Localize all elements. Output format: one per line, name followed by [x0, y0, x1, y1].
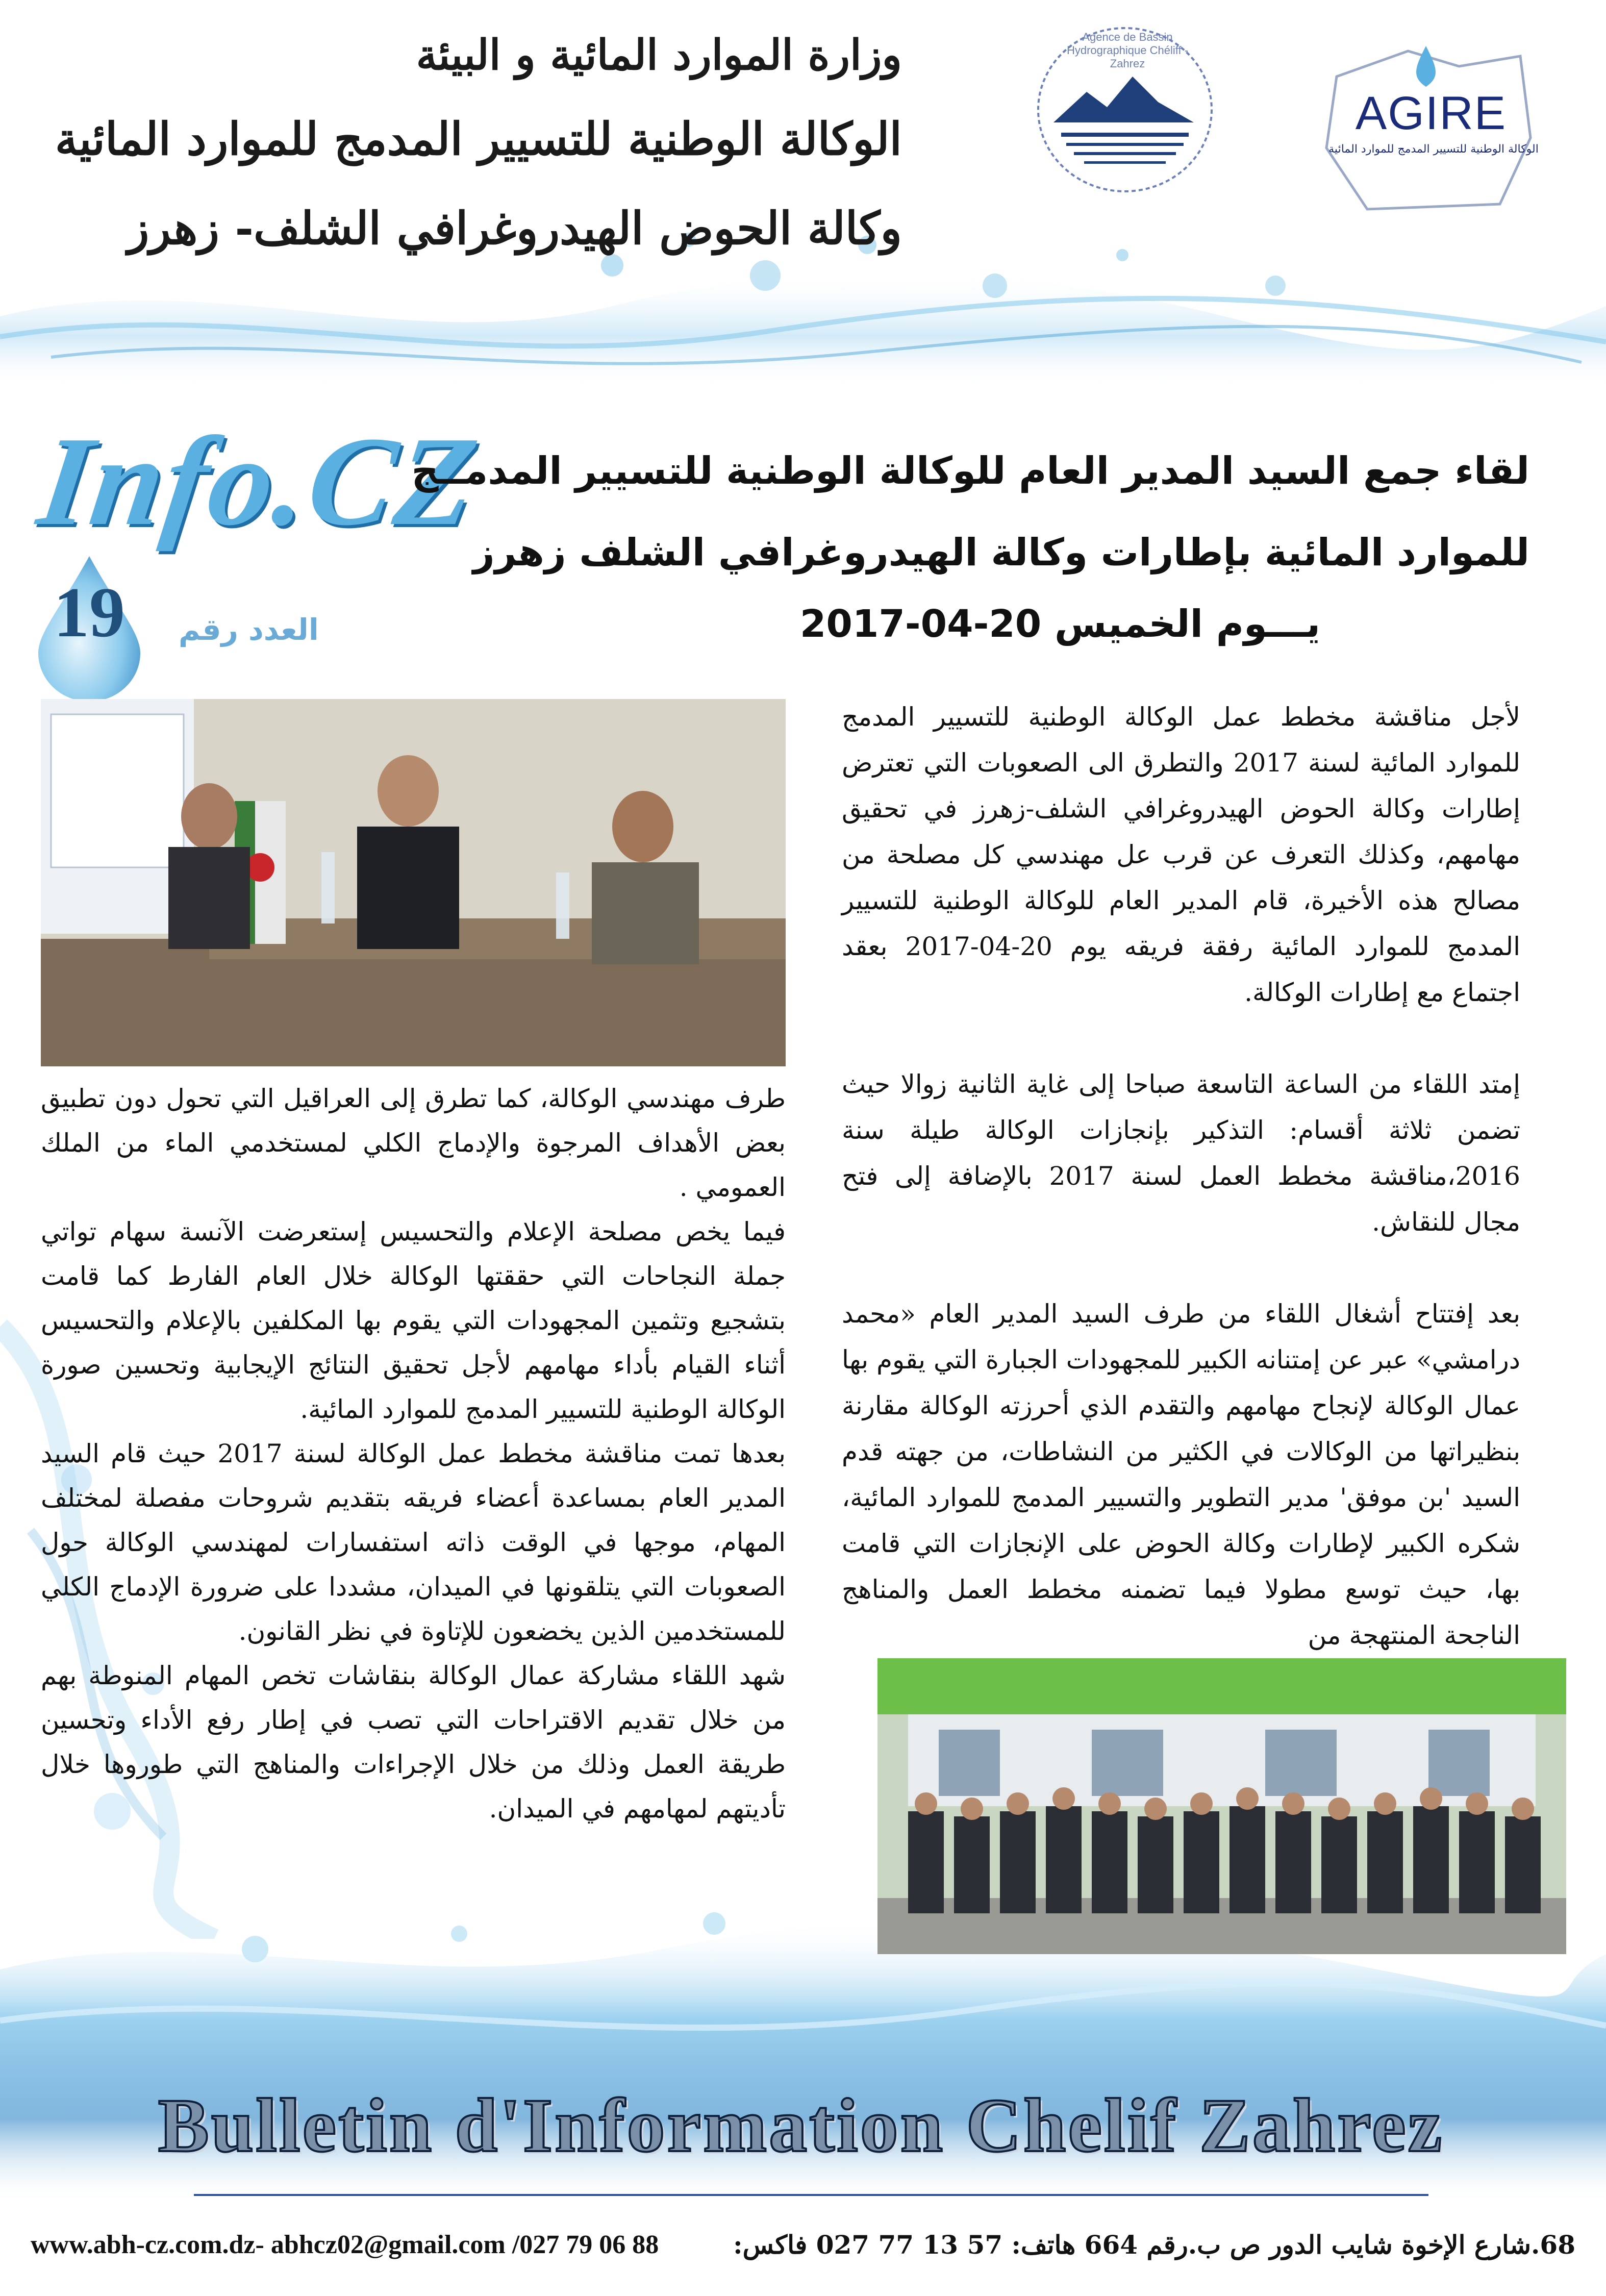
- footer-contact[interactable]: www.abh-cz.com.dz- abhcz02@gmail.com /027 79 06 88: [31, 2230, 659, 2259]
- article-paragraph: لأجل مناقشة مخطط عمل الوكالة الوطنية للتسيير المدمج للموارد المائية لسنة 2017 والتطرق الى الصعوبات التي تعترض إطارات وكالة الحوض الهيدروغرافي الشلف-زهرز في تحقيق مهامهم، وكذلك التعرف عن قرب عل مهندسي كل مصلحة من مصالح هذه الأخيرة، قام المدير العام للوكالة الوطنية للتسيير المدمج للموارد المائية رفقة فريقه يوم 20-04-2017 بعقد اجتماع مع إطارات الوكالة.: [842, 702, 1520, 1007]
- ministry-title: وزارة الموارد المائية و البيئة: [416, 31, 902, 80]
- article-paragraph: بعد إفتتاح أشغال اللقاء من طرف السيد المدير العام «محمد درامشي» عبر عن إمتنانه الكبير للمجهودات الجبارة التي يقوم بها عمال الوكالة لإنجاح مهامهم والتقدم الذي أحرزته الوكالة مقارنة بنظيراتها من الوكالات في الكثير من النشاطات، من جهته قدم السيد 'بن موفق' مدير التطوير والتسيير المدمج للموارد المائية، شكره الكبير لإطارات وكالة الحوض على الإنجازات التي قامت بها، حيث توسع مطولا فيما تضمنه مخطط العمل والمناهج الناجحة المنتهجة من: [842, 1299, 1520, 1650]
- masthead-title: Info.CZ: [31, 411, 487, 552]
- agire-logo-text: AGIRE: [1355, 87, 1507, 139]
- headline-line-2: للموارد المائية بإطارات وكالة الهيدروغرافي الشلف زهرز: [473, 531, 1529, 575]
- abh-logo-caption: Agence de Bassin Hydrographique Chéliff - Zahrez: [1066, 31, 1189, 70]
- agency-title: الوكالة الوطنية للتسيير المدمج للموارد المائية: [55, 112, 902, 165]
- article-left-column: [41, 1077, 786, 1831]
- article-right-column: [842, 694, 1520, 1658]
- basin-agency-title: وكالة الحوض الهيدروغرافي الشلف- زهرز: [127, 202, 902, 255]
- agire-logo-subtitle: الوكالة الوطنية للتسيير المدمج للموارد المائية: [1328, 143, 1539, 156]
- issue-label: العدد رقم: [179, 612, 319, 647]
- group-photo: [877, 1658, 1566, 1954]
- meeting-photo: [41, 699, 786, 1066]
- footer-divider: [194, 2194, 1428, 2196]
- article-paragraph: بعدها تمت مناقشة مخطط عمل الوكالة لسنة 2017 حيث قام السيد المدير العام بمساعدة أعضاء فريقه بتقديم شروحات مفصلة لمختلف المهام، موجها في الوقت ذاته استفسارات لمهندسي الوكالة حول الصعوبات التي يتلقونها في الميدان، مشددا على ضرورة الإدماج الكلي للمستخدمين الذين يخضعون للإتاوة في نظر القانون.: [41, 1439, 786, 1646]
- headline-date: يـــوم الخميس 20-04-2017: [799, 602, 1320, 646]
- issue-number: 19: [54, 573, 125, 652]
- headline-line-1: لقاء جمع السيد المدير العام للوكالة الوطنية للتسيير المدمــج: [411, 449, 1529, 493]
- article-paragraph: شهد اللقاء مشاركة عمال الوكالة بنقاشات تخص المهام المنوطة بهم من خلال تقديم الاقتراحات التي تصب في إطار رفع الأداء وتحسين طريقة العمل وذلك من خلال الإجراءات والمناهج التي طوروها خلال تأديتهم لمهامهم في الميدان.: [41, 1661, 786, 1824]
- article-paragraph: طرف مهندسي الوكالة، كما تطرق إلى العراقيل التي تحول دون تطبيق بعض الأهداف المرجوة والإدماج الكلي لمستخدمي الماء من الملك العمومي .: [41, 1084, 786, 1202]
- footer-address: 68.شارع الإخوة شايب الدور ص ب.رقم 664 هاتف: 57 13 77 027 فاكس:: [733, 2230, 1575, 2260]
- bulletin-banner: Bulletin d'Information Chelif Zahrez: [158, 2083, 1444, 2168]
- article-paragraph: إمتد اللقاء من الساعة التاسعة صباحا إلى غاية الثانية زوالا حيث تضمن ثلاثة أقسام: التذكير بإنجازات الوكالة طيلة سنة 2016،مناقشة مخطط العمل لسنة 2017 بالإضافة إلى فتح مجال للنقاش.: [842, 1069, 1520, 1237]
- article-paragraph: فيما يخص مصلحة الإعلام والتحسيس إستعرضت الآنسة سهام تواتي جملة النجاحات التي حققتها الوكالة خلال العام الفارط كما قامت بتشجيع وتثمين المجهودات التي يقوم بها المكلفين بالإعلام والتحسيس أثناء القيام بأداء مهامهم لأجل تحقيق النتائج الإيجابية وتحسين صورة الوكالة الوطنية للتسيير المدمج للموارد المائية.: [41, 1217, 786, 1424]
